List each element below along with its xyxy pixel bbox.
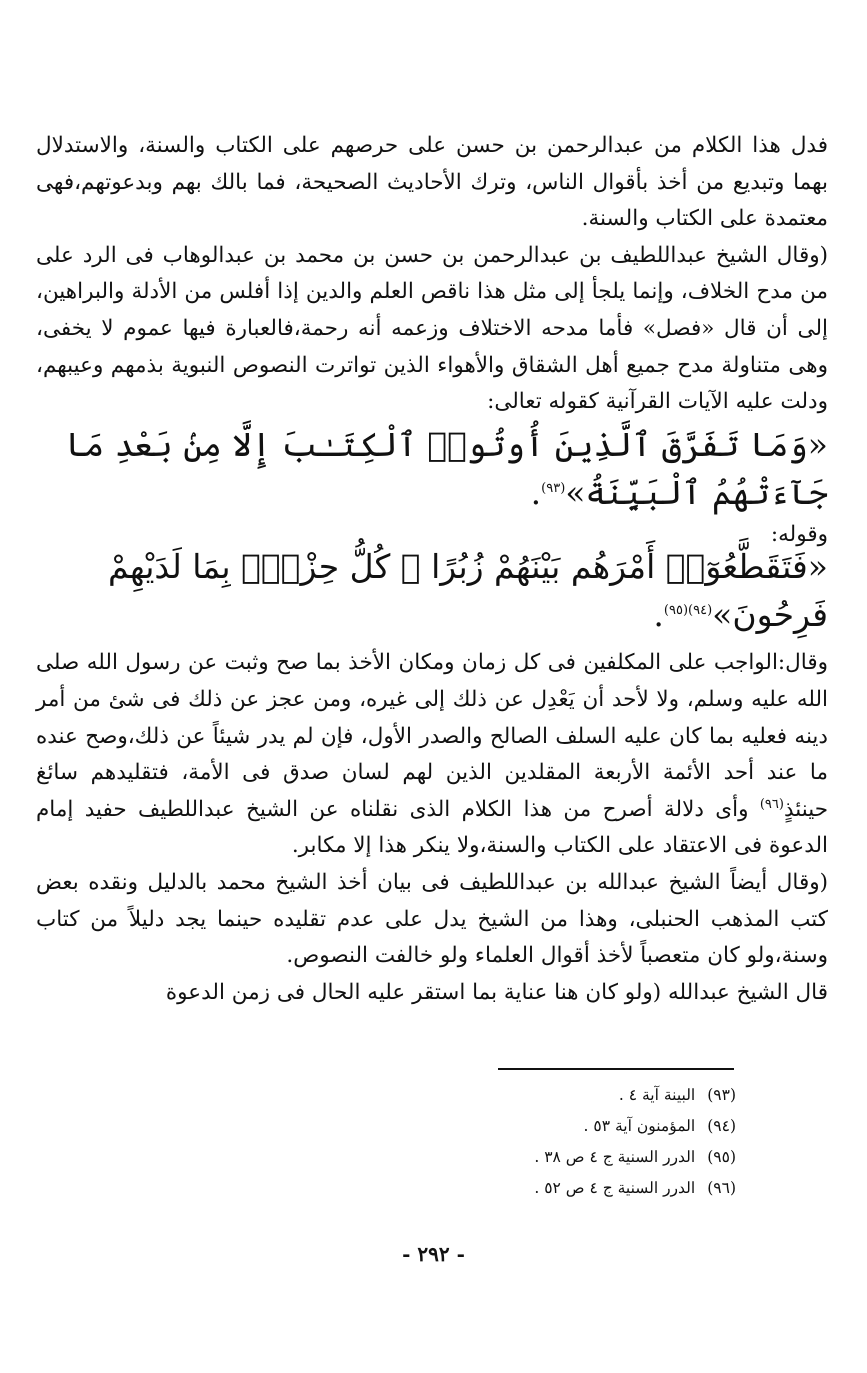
paragraph-1: فدل هذا الكلام من عبدالرحمن بن حسن على حرصهم على الكتاب والسنة، والاستدلال بهما وتبديع من أخذ بأقوال الناس، وترك الأحاديث الصحيحة، فما بالك بهم وبدعوتهم،فهى معتمدة على الكتاب والسنة. [36,133,828,232]
footnote-text: البينة آية ٤ . [618,1086,696,1104]
paragraph-5: قال الشيخ عبدالله (ولو كان هنا عناية بما استقر عليه الحال فى زمن الدعوة [165,979,828,1005]
quran-verse-2: «فَتَقَطَّعُوٓا۟ أَمْرَهُم بَيْنَهُمْ زُبُرًا ۖ كُلُّ حِزْبٍۭ بِمَا لَدَيْهِمْ فَرِحُونَ»$^{(٩٤)(٩٥)}$. [108,547,828,635]
paragraph-3-continuation: وأى دلالة أصرح من هذا الكلام الذى نقلناه عن الشيخ عبداللطيف حفيد إمام الدعوة فى الاعتقاد على الكتاب والسنة،ولا ينكر هذا إلا مكابر. [36,796,828,859]
footnote-item [300,1080,736,1111]
paragraph-4: (وقال أيضاً الشيخ عبدالله بن عبداللطيف فى بيان أخذ الشيخ محمد بالدليل ونقده بعض كتب المذهب الحنبلى، وهذا من الشيخ يدل على عدم تقليده حينما يجد دليلاً من كتاب وسنة،ولو كان متعصباً لأخذ أقوال العلماء ولو خالفت النصوص. [36,869,828,969]
footnote-number: (٩٦) [707,1179,736,1197]
footnote-number: (٩٥) [707,1148,736,1166]
footnote-text: المؤمنون آية ٥٣ . [583,1117,696,1135]
footnote-text: الدرر السنية ج ٤ ص ٣٨ . [534,1148,696,1166]
main-text [36,128,828,1011]
page-number: - ٢٩٢ - [402,1242,465,1266]
footnotes [300,1080,736,1204]
quran-verse-2-text: «فَتَقَطَّعُوٓا۟ أَمْرَهُم بَيْنَهُمْ زُبُرًا ۖ كُلُّ حِزْبٍۭ بِمَا لَدَيْهِمْ فَرِحُونَ» [108,547,828,635]
quran-verse-1-text: «وَمَا تَفَرَّقَ ٱلَّذِينَ أُوتُوا۟ ٱلْكِتَـٰبَ إِلَّا مِنۢ بَعْدِ مَا جَآءَتْهُمُ ٱلْبَيِّنَةُ» [65,424,828,512]
footnote-item [300,1142,736,1173]
footnote-number: (٩٤) [707,1117,736,1135]
paragraph-2: (وقال الشيخ عبداللطيف بن عبدالرحمن بن حسن بن محمد بن عبدالوهاب فى الرد على من مدح الخلاف، وإنما يلجأ إلى مثل هذا ناقص العلم والدين إذا أفلس من الأدلة والبراهين، إلى أن قال «فصل» فأما مدحه الاختلاف وزعمه أنه رحمة،فالعبارة فيها عموم لا يخفى، وهى متناولة مدح جميع أهل الشقاق والأهواء الذين تواترت النصوص النبوية بذمهم وعيبهم، ودلت عليه الآيات القرآنية كقوله تعالى: [36,242,828,415]
footnote-item [300,1173,736,1204]
footnote-item [300,1111,736,1142]
paragraph-3-text: وقال:الواجب على المكلفين فى كل زمان ومكان الأخذ بما صح وثبت عن رسول الله صلى الله عليه وسلم، ولا لأحد أن يَعْدِل عن ذلك إلى غيره، ومن عجز عن ذلك فى شئ من أمر دينه فعليه بما كان عليه السلف الصالح والصدر الأول، فإن لم يدر شيئاً عن ذلك،وصح عنده ما عند أحد الأئمة الأربعة المقلدين الذين لهم لسان صدق فى الأمة، فتقليدهم سائغ حينئذٍ [36,650,828,822]
footnote-number: (٩٣) [707,1086,736,1104]
footnote-text: الدرر السنية ج ٤ ص ٥٢ . [534,1179,696,1197]
footnote-ref-93: (٩٣) [541,480,566,496]
paragraph-3 [36,645,828,865]
footnote-ref-94-95: (٩٤)(٩٥) [663,603,713,619]
label-wa-qawluhu: وقوله: [770,521,828,547]
footnote-separator [498,1068,734,1070]
quran-verse-1: «وَمَا تَفَرَّقَ ٱلَّذِينَ أُوتُوا۟ ٱلْكِتَـٰبَ إِلَّا مِنۢ بَعْدِ مَا جَآءَتْهُمُ ٱلْبَيِّنَةُ»$^{(٩٣)}$. [65,424,828,512]
footnote-ref-96: (٩٦) [759,796,784,812]
